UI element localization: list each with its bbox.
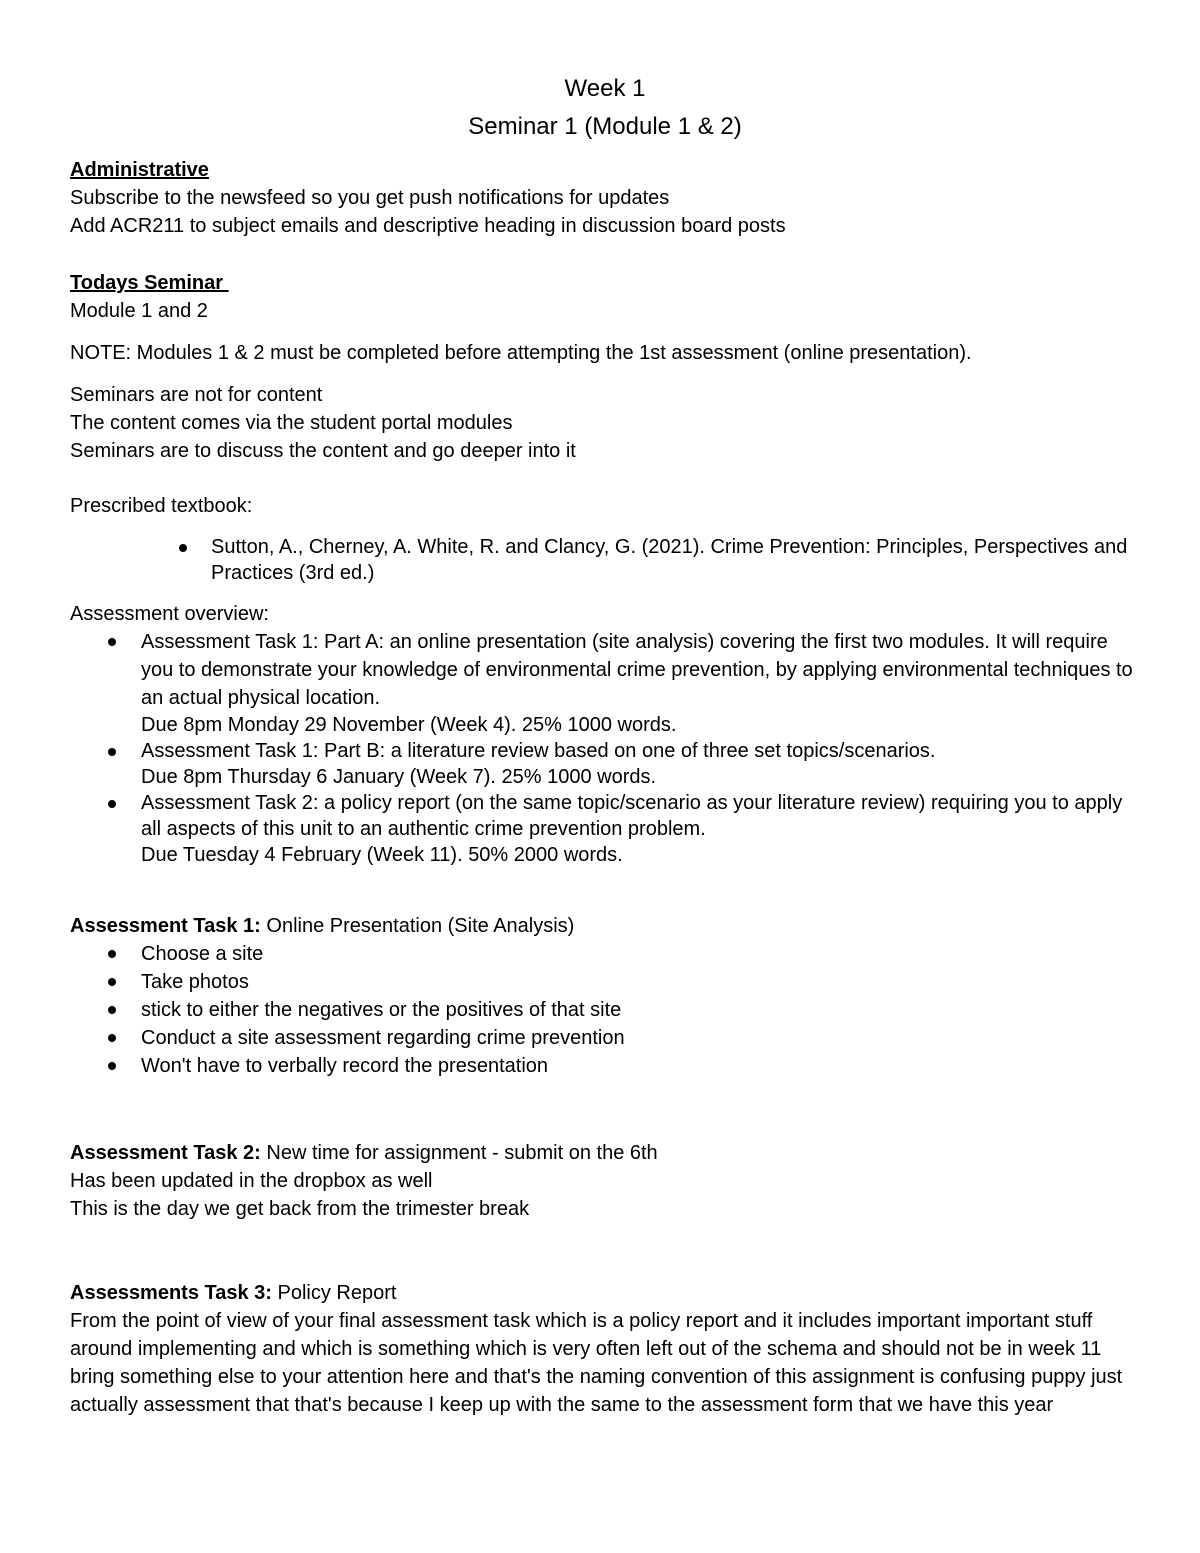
- bullet-icon: [108, 978, 116, 986]
- assessment-due: Due 8pm Monday 29 November (Week 4). 25% 1000 words.: [141, 714, 677, 736]
- module-note: NOTE: Modules 1 & 2 must be completed before attempting the 1st assessment (online presentation).: [70, 342, 972, 364]
- assessment-due: Due 8pm Thursday 6 January (Week 7). 25% 1000 words.: [141, 766, 657, 788]
- administrative-line: Add ACR211 to subject emails and descriptive heading in discussion board posts: [70, 215, 786, 237]
- bullet-icon: [108, 950, 116, 958]
- task1-heading: [70, 912, 1140, 940]
- list-item: [70, 968, 1140, 996]
- task1-title: Online Presentation (Site Analysis): [260, 915, 575, 937]
- assessment-description: Assessment Task 2: a policy report (on the same topic/scenario as your literature review) requiring you to apply all aspects of this unit to an authentic crime prevention problem.: [141, 792, 1123, 840]
- todays-seminar-heading: Todays Seminar: [70, 272, 229, 294]
- list-item: [70, 628, 1140, 738]
- list-item: [70, 534, 1140, 586]
- task3-section: [70, 1279, 1140, 1419]
- assessment-overview-section: [70, 600, 1140, 868]
- module-line: Module 1 and 2: [70, 300, 208, 322]
- textbook-section: [70, 492, 1140, 586]
- list-item: [70, 996, 1140, 1024]
- task2-line: Has been updated in the dropbox as well: [70, 1170, 433, 1192]
- bullet-icon: [108, 1034, 116, 1042]
- bullet-icon: [108, 1062, 116, 1070]
- assessment-overview-label: Assessment overview:: [70, 603, 269, 625]
- textbook-list: [70, 534, 1140, 586]
- task2-line: This is the day we get back from the trimester break: [70, 1198, 530, 1220]
- task3-heading: [70, 1279, 1140, 1307]
- task2-heading: [70, 1139, 1140, 1167]
- task1-item: Take photos: [141, 971, 249, 993]
- task1-item: stick to either the negatives or the positives of that site: [141, 999, 622, 1021]
- assessment-overview-list: [70, 628, 1140, 868]
- task1-item: Won't have to verbally record the presentation: [141, 1055, 549, 1077]
- todays-seminar-section: [70, 269, 1140, 465]
- textbook-label: Prescribed textbook:: [70, 495, 253, 517]
- task3-label: Assessments Task 3:: [70, 1282, 272, 1304]
- task1-label: Assessment Task 1:: [70, 915, 261, 937]
- bullet-icon: [108, 800, 116, 808]
- bullet-icon: [179, 544, 187, 552]
- task1-item: Conduct a site assessment regarding crime prevention: [141, 1027, 625, 1049]
- bullet-icon: [108, 638, 116, 646]
- list-item: [70, 1024, 1140, 1052]
- seminar-line: Seminars are not for content: [70, 384, 323, 406]
- page-subtitle: Seminar 1 (Module 1 & 2): [468, 113, 742, 140]
- administrative-line: Subscribe to the newsfeed so you get push notifications for updates: [70, 187, 670, 209]
- seminar-line: Seminars are to discuss the content and go deeper into it: [70, 440, 576, 462]
- task2-title: New time for assignment - submit on the 6th: [260, 1142, 658, 1164]
- list-item: [70, 940, 1140, 968]
- task1-section: [70, 912, 1140, 1080]
- assessment-due: Due Tuesday 4 February (Week 11). 50% 2000 words.: [141, 844, 623, 866]
- document-page: [70, 70, 1140, 1419]
- seminar-line: The content comes via the student portal modules: [70, 412, 513, 434]
- administrative-heading: Administrative: [70, 159, 209, 181]
- administrative-section: [70, 156, 1140, 240]
- task3-body: From the point of view of your final assessment task which is a policy report and it includes important important stuff around implementing and which is something which is very often left out of the schema and should not be in week 11 bring something else to your attention here and that's the naming convention of this assignment is confusing puppy just actually assessment that that's because I keep up with the same to the assessment form that we have this year: [70, 1310, 1123, 1416]
- bullet-icon: [108, 748, 116, 756]
- list-item: [70, 1052, 1140, 1080]
- task1-list: [70, 940, 1140, 1080]
- task2-label: Assessment Task 2:: [70, 1142, 261, 1164]
- list-item: [70, 790, 1140, 868]
- task3-title: Policy Report: [271, 1282, 397, 1304]
- assessment-description: Assessment Task 1: Part B: a literature review based on one of three set topics/scenarios.: [141, 740, 936, 762]
- textbook-citation: Sutton, A., Cherney, A. White, R. and Clancy, G. (2021). Crime Prevention: Principles, Perspectives and Practices (3rd ed.): [211, 536, 1128, 584]
- assessment-description: Assessment Task 1: Part A: an online presentation (site analysis) covering the first two modules. It will require you to demonstrate your knowledge of environmental crime prevention, by applying environmental techniques to an actual physical location.: [141, 631, 1133, 709]
- list-item: [70, 738, 1140, 790]
- task2-section: [70, 1139, 1140, 1223]
- task1-item: Choose a site: [141, 943, 264, 965]
- bullet-icon: [108, 1006, 116, 1014]
- page-title: Week 1: [564, 75, 646, 102]
